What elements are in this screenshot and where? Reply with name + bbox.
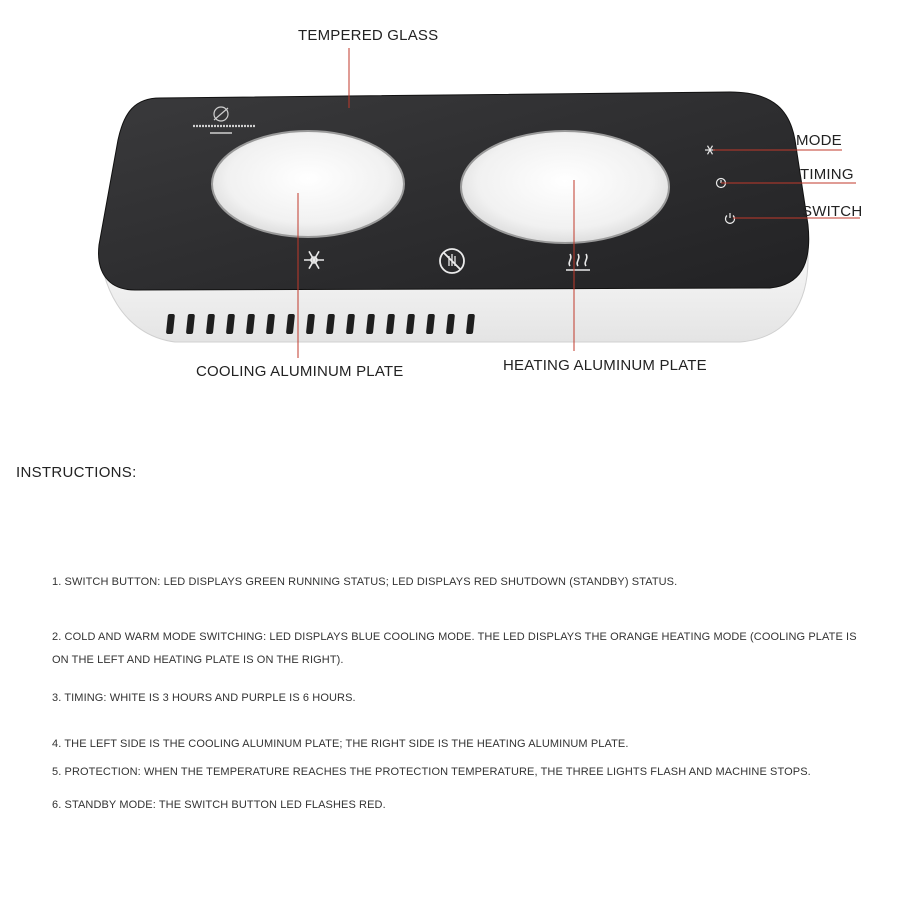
callout-mode: MODE	[796, 132, 842, 149]
callout-timing: TIMING	[800, 166, 854, 183]
callout-heating-plate: HEATING ALUMINUM PLATE	[503, 357, 707, 374]
instruction-item: 3. TIMING: WHITE IS 3 HOURS AND PURPLE IS 6 HOURS.	[52, 692, 356, 704]
instructions-title: INSTRUCTIONS:	[16, 464, 137, 481]
device-illustration	[0, 0, 900, 420]
cooling-aluminum-plate	[212, 131, 404, 237]
instruction-item: 5. PROTECTION: WHEN THE TEMPERATURE REACHES THE PROTECTION TEMPERATURE, THE THREE LIGHTS FLASH AND MACHINE STOPS.	[52, 766, 811, 778]
callout-switch: SWITCH	[802, 203, 863, 220]
heating-aluminum-plate	[461, 131, 669, 243]
tempered-glass-top	[99, 92, 809, 290]
instruction-item: 2. COLD AND WARM MODE SWITCHING: LED DISPLAYS BLUE COOLING MODE. THE LED DISPLAYS THE ORANGE HEATING MODE (COOLING PLATE IS ON THE LEFT AND HEATING PLATE IS ON THE RIGHT).	[52, 631, 857, 666]
callout-tempered-glass: TEMPERED GLASS	[298, 27, 439, 44]
instruction-item: 1. SWITCH BUTTON: LED DISPLAYS GREEN RUNNING STATUS; LED DISPLAYS RED SHUTDOWN (STANDBY) STATUS.	[52, 576, 678, 588]
callout-cooling-plate: COOLING ALUMINUM PLATE	[196, 363, 404, 380]
instruction-item: 6. STANDBY MODE: THE SWITCH BUTTON LED FLASHES RED.	[52, 799, 386, 811]
instruction-item: 4. THE LEFT SIDE IS THE COOLING ALUMINUM PLATE; THE RIGHT SIDE IS THE HEATING ALUMINUM PLATE.	[52, 738, 629, 750]
